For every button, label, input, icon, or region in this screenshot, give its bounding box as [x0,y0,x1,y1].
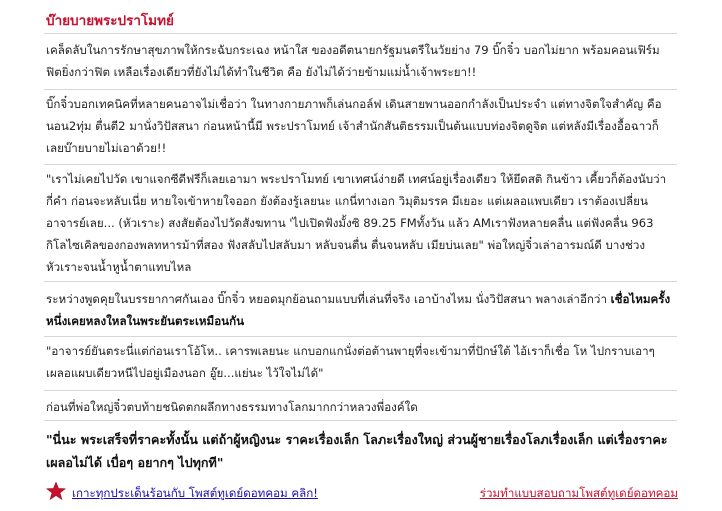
survey-link[interactable]: ร่วมทำแบบสอบถามโพสต์ทูเดย์ดอทคอม [479,486,678,500]
paragraph-5: "อาจารย์ยันตระนี่แต่ก่อนเราโอ้โห.. เคารพเลยนะ แกบอกแกนั่งต่อต้านพายุที่จะเข้ามาที่ปักษ์ใต้ ไอ้เราก็เชื่อ โห ไปกราบเอาๆ เผลอแผบเดียวหนีไปอยู่เมืองนอก อู๊ย...แย่นะ ไว้ใจไม่ได้" [46,344,655,380]
article-footer [46,483,678,505]
article-title: บ๊ายบายพระปราโมทย์ [46,13,174,29]
closing-quote: "นี่นะ พระเสร็จที่ราคะทั้งนั้น แต่ถ้าผู้หญิงนะ ราคะเรื่องเล็ก โลภะเรื่องใหญ่ ส่วนผู้ชายเรื่องโลภเรื่องเล็ก แต่เรื่องราคะ เผลอไม่ได้ เบื่อๆ อยากๆ ไปทุกที" [46,432,668,470]
hot-issues-link[interactable]: เกาะทุกประเด็นร้อนกับ โพสต์ทูเดย์ดอทคอม คลิก! [72,486,318,500]
divider [44,281,677,282]
divider [44,89,677,90]
divider [44,33,677,34]
divider [44,390,677,391]
paragraph-3-tail: พ่อใหญ่จิ๋วเล่าอารมณ์ดี บางช่วงหัวเราะจนน้ำหูน้ำตาแทบไหล [46,238,646,274]
paragraph-1: เคล็ดลับในการรักษาสุขภาพให้กระฉับกระเฉง หน้าใส ของอดีตนายกรัฐมนตรีในวัยย่าง 79 บิ๊กจิ๋ว บอกไม่ยาก พร้อมคอนเฟิร์ม ฟิตยิ่งกว่าฟิต เหลือเรื่องเดียวที่ยังไม่ได้ทำในชีวิต คือ ยังไม่ได้ว่ายข้ามแม่น้ำเจ้าพระยา!! [46,43,660,79]
star-icon [46,481,66,501]
paragraph-4-text: ระหว่างพูดคุยในบรรยากาศกันเอง บิ๊กจิ๋ว หยอดมุกย้อนถามแบบที่เล่นที่จริง เอาบ้างไหม นั่งวิปัสสนา พลางเล่าอีกว่า [46,292,611,306]
paragraph-3 [46,168,676,278]
divider [44,336,677,337]
divider [44,164,677,165]
paragraph-4-bold: เชื่อไหมครั้งหนึ่งเคยหลงใหลในพระยันตระเหมือนกัน [46,292,671,328]
paragraph-3-quote: "เราไม่เคยไปวัด เขาแจกซีดีฟรีก็เลยเอามา พระปราโมทย์ เขาเทศน์ง่ายดี เทศน์อยู่เรื่องเดียว ให้ยึดสติ กินข้าว เคี้ยวก็ต้องนับว่า กี่คำ ก่อนจะหลับเนี่ย หายใจเข้าหายใจออก ยังต้องรู้เลยนะ แกนี่ทางเอก วิมุติมรรค มีเยอะ แต่เผลอแพบเดียว เราต้องเปลี่ยนอาจารย์เลย... (หัวเราะ) สงสัยต้องไปวัดสังฆทาน 'ไปเปิดฟังมั้งซิ 89.25 FMทั้งวัน แล้ว AMเราฟังหลายคลื่น แต่ฟังคลื่น 963 กิโลไซเคิลของกองพลทหารม้าที่สอง ฟังสลับไปสลับมา หลับจนตื่น ตื่นจนหลับ เมียบ่นเลย" [46,172,667,252]
paragraph-6: ก่อนที่พ่อใหญ่จิ๋วตบท้ายชนิดตกผลึกทางธรรมทางโลกมากกว่าหลวงพี่องค์ใด [46,400,418,414]
paragraph-2: บิ๊กจิ๋วบอกเทคนิคที่หลายคนอาจไม่เชื่อว่า ในทางกายภาพก็เล่นกอล์ฟ เดินสายพานออกกำลังเป็นประจำ แต่ทางจิตใจสำคัญ คือ นอน2ทุ่ม ตื่นตี2 มานั่งวิปัสสนา ก่อนหน้านี้มี พระปราโมทย์ เจ้าสำนักสันติธรรมเป็นต้นแบบท่องจิตดูจิต แต่หลังมีเรื่องอื้อฉาวก็เลยบ๊ายบายไม่เอาด้วย!! [46,97,662,155]
divider [44,420,677,421]
paragraph-4 [46,288,676,332]
